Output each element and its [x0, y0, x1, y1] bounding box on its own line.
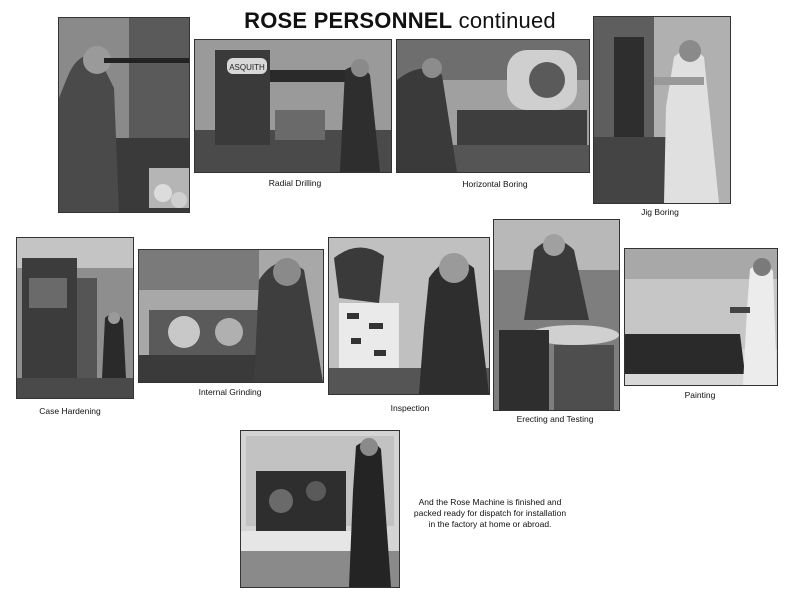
caption-horizontal-boring: Horizontal Boring [462, 179, 528, 189]
closing-note-line-3: in the factory at home or abroad. [428, 519, 552, 529]
photo-erecting-testing [493, 219, 620, 411]
photo-painting [624, 248, 778, 386]
page-title [200, 8, 600, 34]
page-title-bold: ROSE PERSONNEL [244, 8, 453, 33]
closing-note-line-1: And the Rose Machine is finished and [418, 497, 562, 507]
caption-internal-grinding: Internal Grinding [198, 387, 262, 397]
caption-painting: Painting [684, 390, 716, 400]
photo-finished-machine [240, 430, 400, 588]
photo-jig-boring [593, 16, 731, 204]
photo-horizontal-boring [396, 39, 590, 173]
closing-note [405, 497, 575, 530]
caption-jig-boring: Jig Boring [641, 207, 679, 217]
photo-internal-grinding [138, 249, 324, 383]
caption-case-hardening: Case Hardening [39, 406, 101, 416]
photo-inspection [328, 237, 490, 395]
photo-operator-top-left [58, 17, 190, 213]
caption-erecting-testing: Erecting and Testing [516, 414, 594, 424]
caption-radial-drilling: Radial Drilling [268, 178, 322, 188]
asquith-machine-label: ASQUITH [229, 63, 265, 72]
photo-radial-drilling [194, 39, 392, 173]
caption-inspection: Inspection [390, 403, 430, 413]
photo-case-hardening [16, 237, 134, 399]
page-title-continued: continued [458, 8, 556, 33]
closing-note-line-2: packed ready for dispatch for installation [413, 508, 567, 518]
